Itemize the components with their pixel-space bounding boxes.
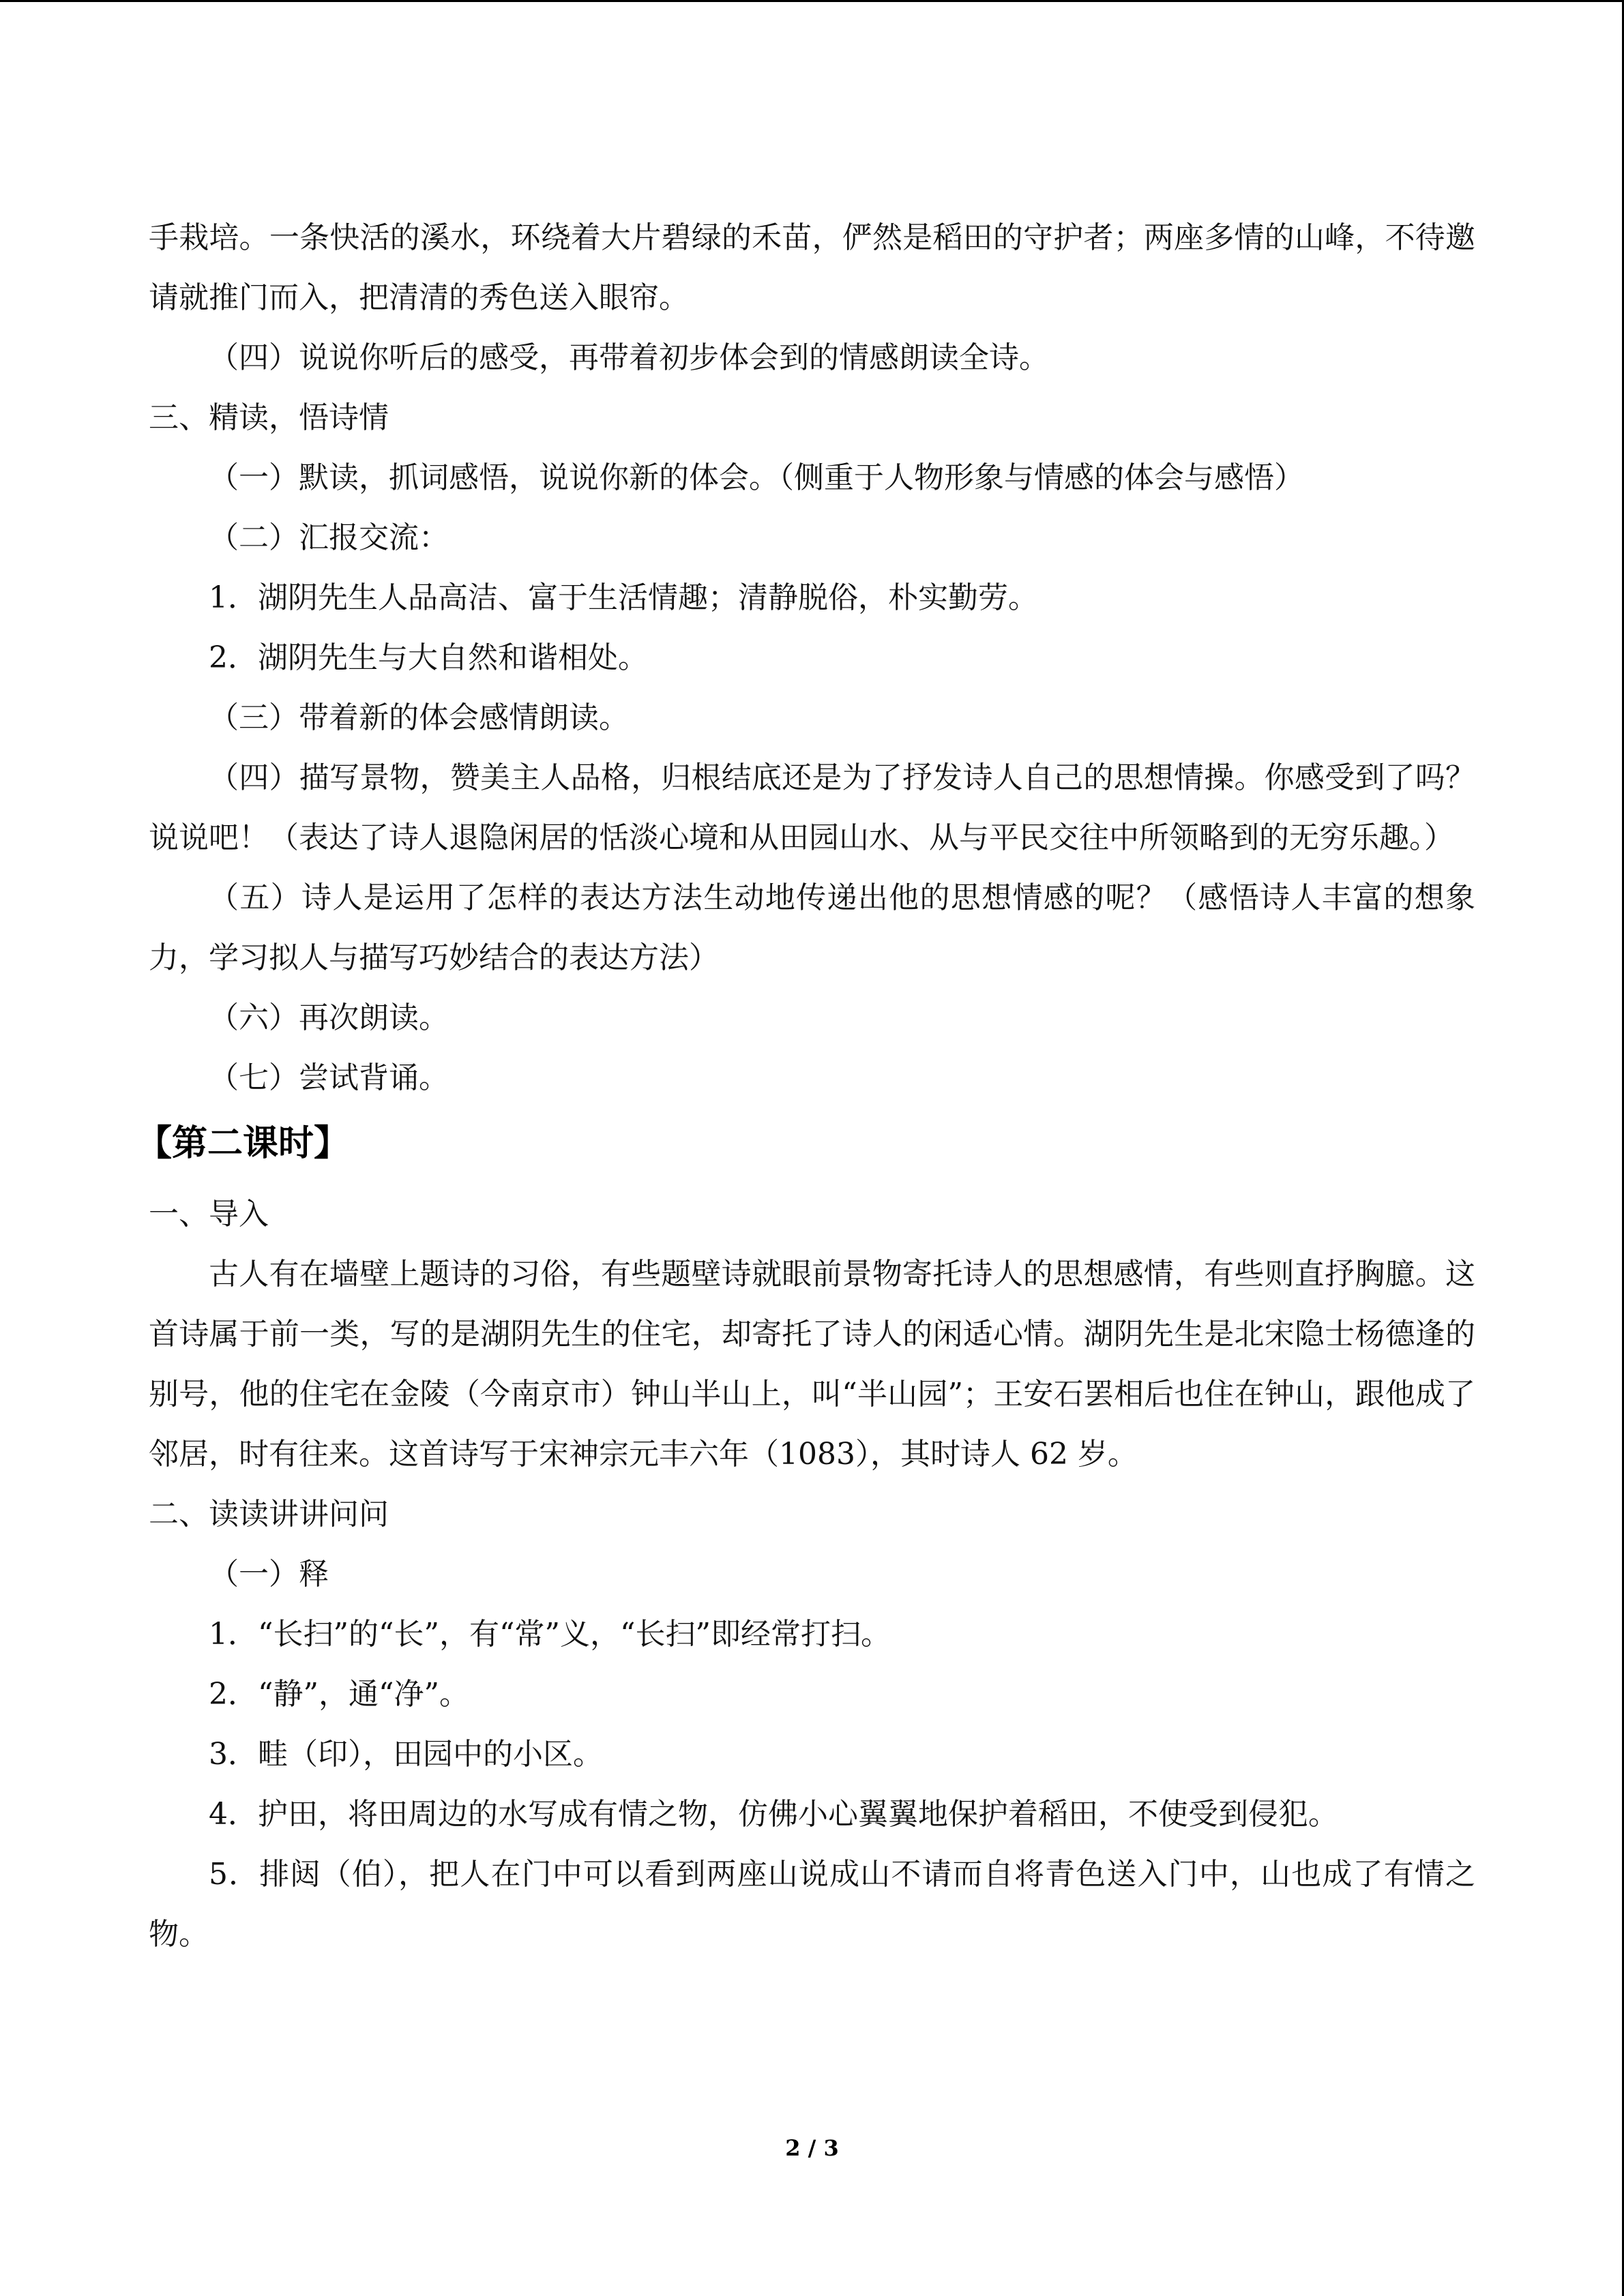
numbered-item: 2．“静”，通“净”。 (209, 1677, 469, 1712)
step-item: （一）默读，抓词感悟，说说你新的体会。（侧重于人物形象与情感的体会与感悟） (209, 460, 1304, 495)
numbered-item: 1．“长扫”的“长”，有“常”义，“长扫”即经常打扫。 (209, 1617, 891, 1652)
section-heading: 一、导入 (149, 1197, 269, 1232)
page-content (136, 208, 1475, 1965)
step-item: （一）释 (209, 1557, 329, 1592)
page-number: 2 / 3 (785, 2135, 839, 2161)
step-item: （六）再次朗读。 (209, 1000, 449, 1035)
body-paragraph: 古人有在墙壁上题诗的习俗，有些题壁诗就眼前景物寄托诗人的思想感情，有些则直抒胸臆。这首诗属于前一类，写的是湖阴先生的住宅，却寄托了诗人的闲适心情。湖阴先生是北宋隐士杨德逢的别号，他的住宅在金陵（今南京市）钟山半山上，叫“半山园”；王安石罢相后也住在钟山，跟他成了邻居，时有往来。这首诗写于宋神宗元丰六年（1083），其时诗人 62 岁。 (149, 1257, 1475, 1472)
step-item: （三）带着新的体会感情朗读。 (209, 700, 629, 735)
step-item: （四）描写景物，赞美主人品格，归根结底还是为了抒发诗人自己的思想情操。你感受到了吗？说说吧！（表达了诗人退隐闲居的恬淡心境和从田园山水、从与平民交往中所领略到的无穷乐趣。） (149, 760, 1475, 855)
step-item: （二）汇报交流： (209, 520, 449, 555)
section-heading: 二、读读讲讲问问 (149, 1497, 389, 1532)
step-item: （四）说说你听后的感受，再带着初步体会到的情感朗读全诗。 (209, 340, 1049, 375)
step-item: （五）诗人是运用了怎样的表达方法生动地传递出他的思想情感的呢？（感悟诗人丰富的想象力，学习拟人与描写巧妙结合的表达方法） (149, 880, 1475, 975)
section-heading: 三、精读，悟诗情 (149, 400, 389, 435)
numbered-item: 4．护田，将田周边的水写成有情之物，仿佛小心翼翼地保护着稻田，不使受到侵犯。 (209, 1797, 1338, 1832)
lesson-heading: 【第二课时】 (136, 1123, 350, 1164)
step-item: （七）尝试背诵。 (209, 1060, 449, 1095)
numbered-item: 1．湖阴先生人品高洁、富于生活情趣；清静脱俗，朴实勤劳。 (209, 580, 1038, 615)
paragraph-continuation: 手栽培。一条快活的溪水，环绕着大片碧绿的禾苗，俨然是稻田的守护者；两座多情的山峰，不待邀请就推门而入，把清清的秀色送入眼帘。 (149, 220, 1475, 315)
numbered-item: 2．湖阴先生与大自然和谐相处。 (209, 640, 648, 675)
numbered-item: 3．畦（印），田园中的小区。 (209, 1737, 603, 1772)
numbered-item: 5．排闼（伯），把人在门中可以看到两座山说成山不请而自将青色送入门中，山也成了有情之物。 (149, 1857, 1475, 1952)
